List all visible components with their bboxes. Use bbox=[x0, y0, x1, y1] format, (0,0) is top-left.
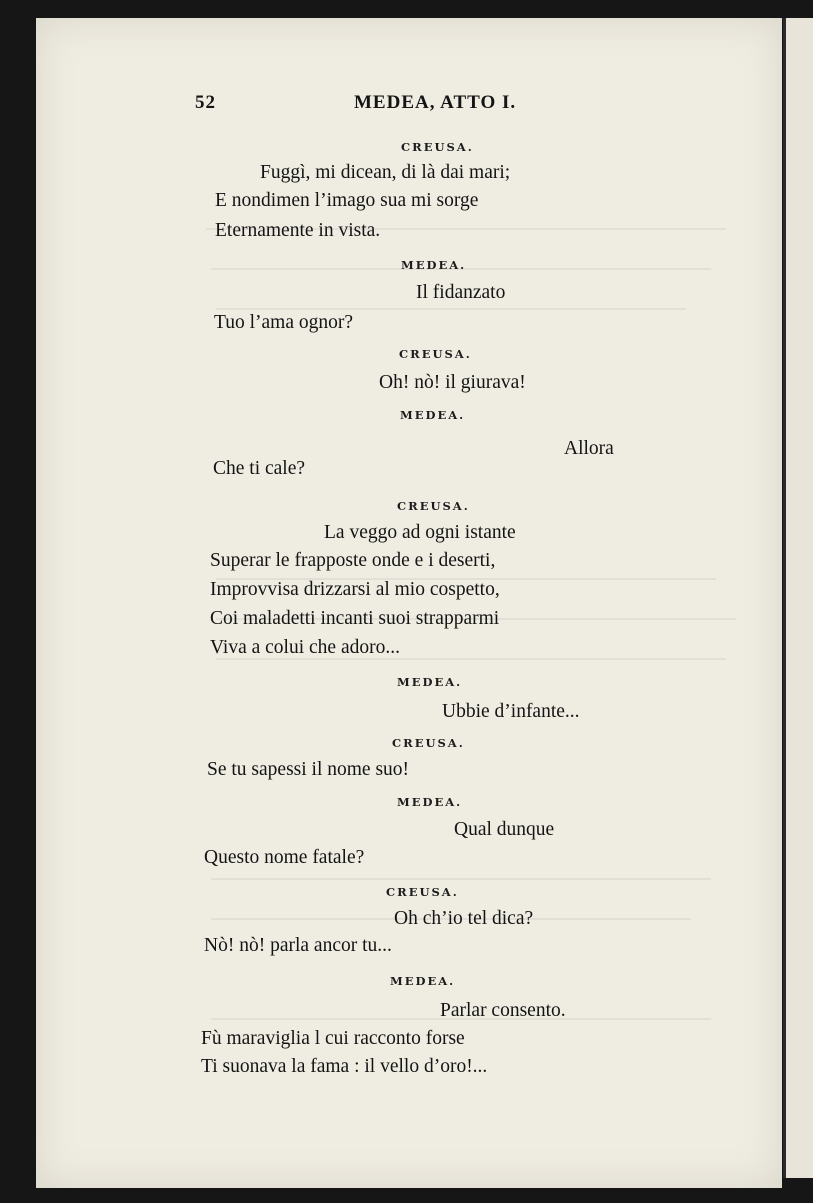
verse-line: Eternamente in vista. bbox=[215, 220, 381, 241]
speaker-label: MEDEA. bbox=[397, 675, 463, 689]
verse-line: Improvvisa drizzarsi al mio cospetto, bbox=[210, 579, 500, 600]
verse-line: La veggo ad ogni istante bbox=[324, 522, 516, 543]
speaker-label: MEDEA. bbox=[390, 974, 456, 988]
verse-line: Parlar consento. bbox=[440, 1000, 566, 1021]
verse-line: Oh ch’io tel dica? bbox=[394, 908, 534, 929]
adjacent-page-edge bbox=[783, 18, 813, 1178]
bleed-through-line bbox=[216, 308, 686, 310]
verse-line: Il fidanzato bbox=[416, 282, 506, 303]
verse-line: Questo nome fatale? bbox=[204, 847, 365, 868]
verse-line: Tuo l’ama ognor? bbox=[214, 312, 354, 333]
verse-line: Coi maladetti incanti suoi strapparmi bbox=[210, 608, 500, 629]
speaker-label: CREUSA. bbox=[399, 347, 472, 361]
speaker-label: MEDEA. bbox=[401, 258, 467, 272]
running-title: MEDEA, ATTO I. bbox=[354, 92, 517, 113]
speaker-label: CREUSA. bbox=[401, 140, 474, 154]
verse-line: Ubbie d’infante... bbox=[442, 701, 580, 722]
speaker-label: CREUSA. bbox=[386, 885, 459, 899]
verse-line: E nondimen l’imago sua mi sorge bbox=[215, 190, 479, 211]
verse-line: Viva a colui che adoro... bbox=[210, 637, 400, 658]
verse-line: Superar le frapposte onde e i deserti, bbox=[210, 550, 496, 571]
verse-line: Qual dunque bbox=[454, 819, 555, 840]
verse-line: Se tu sapessi il nome suo! bbox=[207, 759, 410, 780]
verse-line: Che ti cale? bbox=[213, 458, 306, 479]
verse-line: Allora bbox=[564, 438, 614, 459]
verse-line: Nò! nò! parla ancor tu... bbox=[204, 935, 392, 956]
verse-line: Fù maraviglia l cui racconto forse bbox=[201, 1028, 465, 1049]
verse-line: Fuggì, mi dicean, di là dai mari; bbox=[260, 162, 511, 183]
verse-line: Ti suonava la fama : il vello d’oro!... bbox=[201, 1056, 488, 1077]
book-page bbox=[36, 18, 782, 1188]
speaker-label: CREUSA. bbox=[397, 499, 470, 513]
bleed-through-line bbox=[211, 878, 711, 880]
speaker-label: MEDEA. bbox=[400, 408, 466, 422]
speaker-label: MEDEA. bbox=[397, 795, 463, 809]
speaker-label: CREUSA. bbox=[392, 736, 465, 750]
verse-line: Oh! nò! il giurava! bbox=[379, 372, 526, 393]
page-number: 52 bbox=[195, 92, 216, 113]
